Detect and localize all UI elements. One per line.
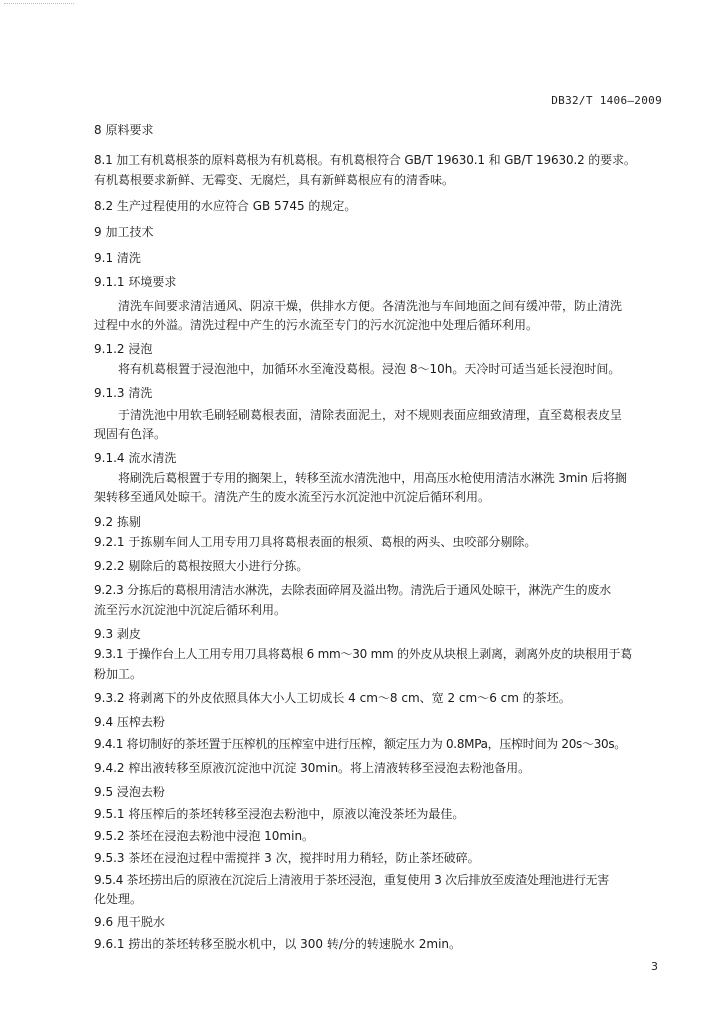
line-s9-5-2: 9.5.2 茶坯在浸泡去粉池中浸泡 10min。 (94, 829, 315, 843)
line-s9-4-2: 9.4.2 榨出液转移至原液沉淀池中沉淀 30min。将上清液转移至浸泡去粉池备用。 (94, 761, 531, 775)
line-s9-1-4a: 将刷洗后葛根置于专用的搁架上，转移至流水清洗池中，用高压水枪使用清洁水淋洗 3min 后将搁 (118, 471, 627, 485)
line-s9-1-3a: 于清洗池中用软毛刷轻刷葛根表面，清除表面泥土，对不规则表面应细致清理，直至葛根表皮呈 (118, 408, 623, 422)
line-s9-3-1b: 粉加工。 (94, 667, 143, 681)
line-s9-6-1: 9.6.1 捞出的茶坯转移至脱水机中，以 300 转/分的转速脱水 2min。 (94, 937, 462, 951)
page-number: 3 (651, 960, 658, 973)
line-s9-1-2: 9.1.2 浸泡 (94, 342, 153, 356)
line-s9-1-3: 9.1.3 清洗 (94, 386, 153, 400)
line-s9-3-1a: 9.3.1 于操作台上人工用专用刀具将葛根 6 mm～30 mm 的外皮从块根上剥离，剥离外皮的块根用于葛 (94, 647, 633, 661)
line-s9-4: 9.4 压榨去粉 (94, 715, 165, 729)
line-s9-1-4b: 架转移至通风处晾干。清洗产生的废水流至污水沉淀池中沉淀后循环利用。 (94, 490, 491, 504)
line-s9-6: 9.6 甩干脱水 (94, 915, 165, 929)
standard-code: DB32/T 1406—2009 (551, 94, 662, 107)
line-s9-2-3a: 9.2.3 分拣后的葛根用清洁水淋洗，去除表面碎屑及溢出物。清洗后于通风处晾干，淋洗产生的废水 (94, 583, 611, 597)
line-s8-2: 8.2 生产过程使用的水应符合 GB 5745 的规定。 (94, 199, 357, 213)
line-s9: 9 加工技术 (94, 225, 154, 239)
line-s9-2-3b: 流至污水沉淀池中沉淀后循环利用。 (94, 603, 287, 617)
line-s9-5-4a: 9.5.4 茶坯捞出后的原液在沉淀后上清液用于茶坯浸泡，重复使用 3 次后排放至废渣处理池进行无害 (94, 873, 609, 887)
line-s8: 8 原料要求 (94, 123, 154, 137)
line-s9-1-1a: 清洗车间要求清洁通风、阴凉干燥，供排水方便。各清洗池与车间地面之间有缓冲带，防止清洗 (118, 299, 623, 313)
line-s9-1-2a: 将有机葛根置于浸泡池中，加循环水至淹没葛根。浸泡 8～10h。天冷时可适当延长浸泡时间。 (118, 362, 621, 376)
line-s9-2: 9.2 拣剔 (94, 515, 141, 529)
line-s9-3: 9.3 剥皮 (94, 627, 141, 641)
line-s9-1-4: 9.1.4 流水清洗 (94, 451, 177, 465)
line-s9-5-1: 9.5.1 将压榨后的茶坯转移至浸泡去粉池中，原液以淹没茶坯为最佳。 (94, 807, 465, 821)
line-s9-2-1: 9.2.1 于拣剔车间人工用专用刀具将葛根表面的根须、葛根的两头、虫咬部分剔除。 (94, 535, 537, 549)
line-s9-1-1b: 过程中水的外溢。清洗过程中产生的污水流至专门的污水沉淀池中处理后循环利用。 (94, 318, 539, 332)
line-s9-1-3b: 现固有色泽。 (94, 427, 167, 441)
line-s9-2-2: 9.2.2 剔除后的葛根按照大小进行分拣。 (94, 559, 309, 573)
line-s9-1: 9.1 清洗 (94, 251, 141, 265)
line-s9-3-2: 9.3.2 将剥离下的外皮依照具体大小人工切成长 4 cm～8 cm、宽 2 cm～6 cm 的茶坯。 (94, 691, 571, 705)
line-s9-4-1: 9.4.1 将切制好的茶坯置于压榨机的压榨室中进行压榨，额定压力为 0.8MPa，压榨时间为 20s～30s。 (94, 737, 627, 751)
line-s9-1-1: 9.1.1 环境要求 (94, 275, 177, 289)
line-s8-1b: 有机葛根要求新鲜、无霉变、无腐烂，具有新鲜葛根应有的清香味。 (94, 173, 455, 187)
line-s9-5-3: 9.5.3 茶坯在浸泡过程中需搅拌 3 次，搅拌时用力稍轻，防止茶坯破碎。 (94, 851, 480, 865)
scan-artifact (4, 3, 74, 5)
line-s9-5: 9.5 浸泡去粉 (94, 785, 165, 799)
line-s9-5-4b: 化处理。 (94, 892, 143, 906)
line-s8-1a: 8.1 加工有机葛根茶的原料葛根为有机葛根。有机葛根符合 GB/T 19630.1 和 GB/T 19630.2 的要求。 (94, 153, 636, 167)
